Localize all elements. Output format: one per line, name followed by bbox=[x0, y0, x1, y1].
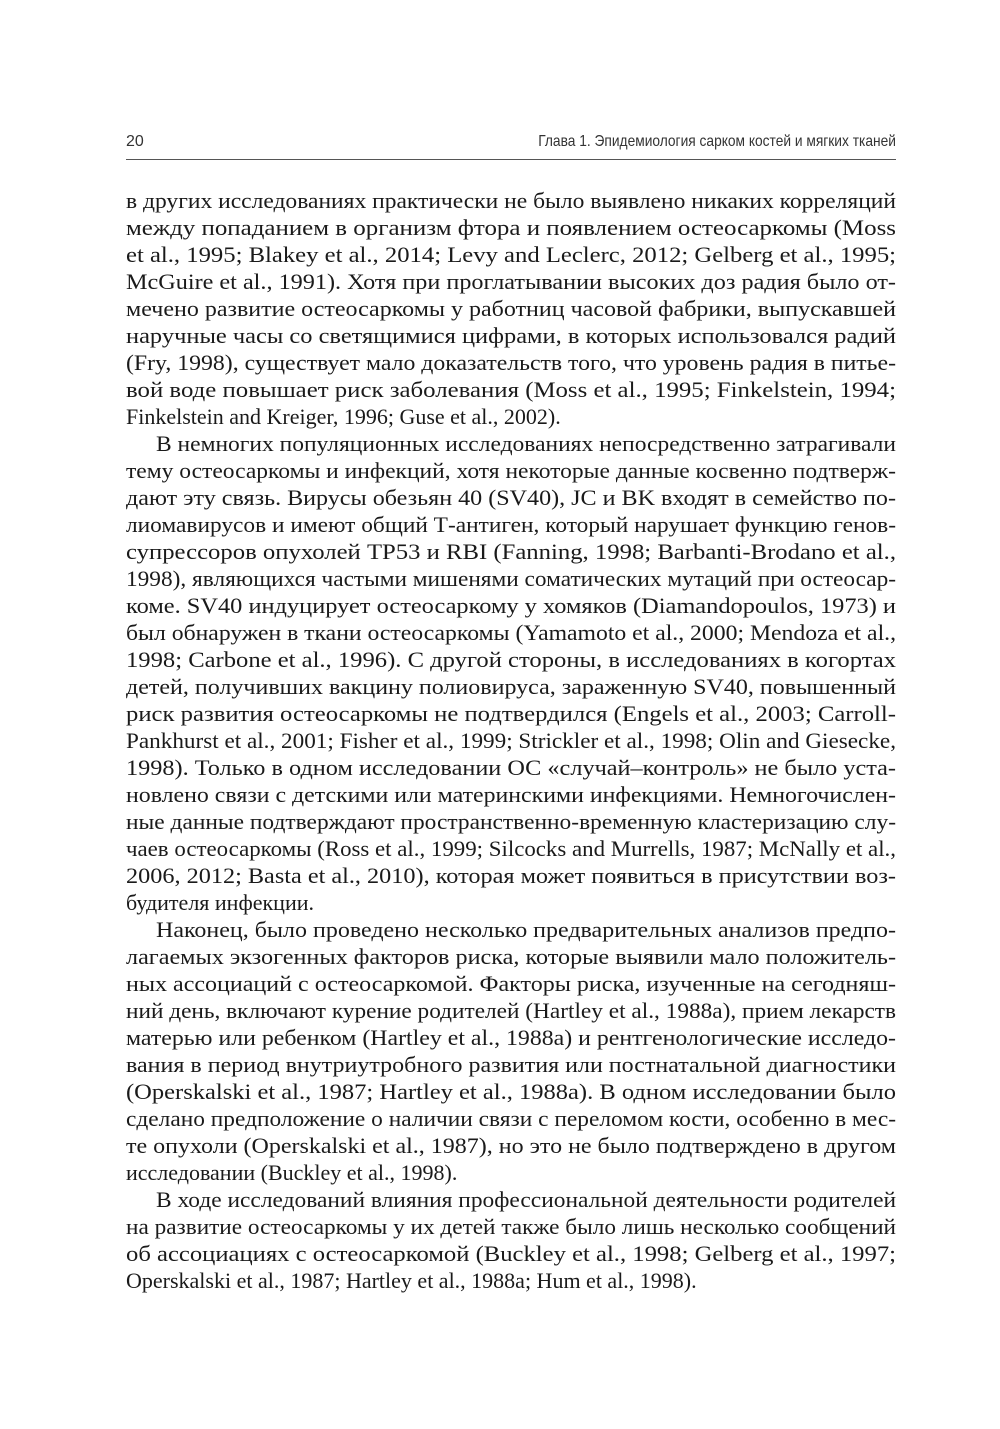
text-line-content: et al., 1995; Blakey et al., 2014; Levy and Leclerc, 2012; Gelberg et al., 1995; bbox=[126, 242, 896, 267]
text-line bbox=[126, 970, 896, 997]
text-line-content: будителя инфекции. bbox=[126, 890, 314, 915]
text-line bbox=[126, 889, 896, 916]
text-line bbox=[126, 1024, 896, 1051]
text-line-content: лагаемых экзогенных факторов риска, которые выявили мало положитель- bbox=[126, 944, 896, 969]
text-line-content: риск развития остеосаркомы не подтвердился (Engels et al., 2003; Carroll- bbox=[126, 701, 897, 726]
text-line bbox=[126, 808, 896, 835]
text-line bbox=[126, 403, 896, 430]
text-line-content: чаев остеосаркомы (Ross et al., 1999; Silcocks and Murrells, 1987; McNally et al., bbox=[126, 836, 896, 861]
text-line bbox=[126, 1213, 896, 1240]
text-line-content: лиомавирусов и имеют общий Т-антиген, который нарушает функцию генов- bbox=[126, 512, 896, 537]
text-line-content: В ходе исследований влияния профессиональной деятельности родителей bbox=[156, 1187, 896, 1212]
text-line-content: 1998). Только в одном исследовании ОС «случай–контроль» не было уста- bbox=[126, 755, 897, 780]
text-line bbox=[126, 1132, 896, 1159]
text-line-content: дают эту связь. Вирусы обезьян 40 (SV40), JC и BK входят в семейство по- bbox=[126, 485, 896, 510]
text-line-content: вой воде повышает риск заболевания (Moss et al., 1995; Finkelstein, 1994; bbox=[126, 377, 896, 402]
text-line-content: McGuire et al., 1991). Хотя при проглатывании высоких доз радия было от- bbox=[126, 269, 896, 294]
text-line-content: Operskalski et al., 1987; Hartley et al., 1988a; Hum et al., 1998). bbox=[126, 1268, 697, 1293]
text-line bbox=[126, 349, 896, 376]
text-line-content: 1998; Carbone et al., 1996). С другой стороны, в исследованиях в когортах bbox=[126, 647, 897, 672]
text-line bbox=[126, 187, 896, 214]
text-line bbox=[126, 295, 896, 322]
text-line-content: был обнаружен в ткани остеосаркомы (Yamamoto et al., 2000; Mendoza et al., bbox=[126, 620, 896, 645]
text-line bbox=[126, 862, 896, 889]
text-line-content: исследовании (Buckley et al., 1998). bbox=[126, 1160, 458, 1185]
text-line bbox=[126, 727, 896, 754]
text-line bbox=[126, 646, 896, 673]
text-line-content: В немногих популяционных исследованиях непосредственно затрагивали bbox=[156, 431, 896, 456]
text-line bbox=[126, 484, 896, 511]
text-line-content: сделано предположение о наличии связи с переломом кости, особенно в мес- bbox=[126, 1106, 896, 1131]
text-line bbox=[126, 1078, 896, 1105]
text-line-content: Наконец, было проведено несколько предварительных анализов предпо- bbox=[156, 917, 896, 942]
text-line-content: ний день, включают курение родителей (Hartley et al., 1988a), прием лекарств bbox=[126, 998, 897, 1023]
paragraph bbox=[126, 1186, 896, 1294]
text-line bbox=[126, 565, 896, 592]
text-line-content: в других исследованиях практически не было выявлено никаких корреляций bbox=[126, 188, 896, 213]
text-line bbox=[126, 430, 896, 457]
paragraph bbox=[126, 430, 896, 916]
text-line-content: (Fry, 1998), существует мало доказательств того, что уровень радия в питье- bbox=[126, 350, 896, 375]
text-line bbox=[126, 538, 896, 565]
text-line-content: об ассоциациях с остеосаркомой (Buckley et al., 1998; Gelberg et al., 1997; bbox=[126, 1241, 897, 1266]
text-line bbox=[126, 1051, 896, 1078]
text-line-content: матерью или ребенком (Hartley et al., 1988a) и рентгенологические исследо- bbox=[126, 1025, 896, 1050]
text-line bbox=[126, 214, 896, 241]
text-line-content: (Operskalski et al., 1987; Hartley et al., 1988a). В одном исследовании было bbox=[126, 1079, 896, 1104]
text-line-content: тему остеосаркомы и инфекций, хотя некоторые данные косвенно подтверж- bbox=[126, 458, 897, 483]
text-line bbox=[126, 322, 896, 349]
text-line bbox=[126, 835, 896, 862]
text-line-content: мечено развитие остеосаркомы у работниц часовой фабрики, выпускавшей bbox=[126, 296, 896, 321]
text-line-content: Finkelstein and Kreiger, 1996; Guse et al., 2002). bbox=[126, 404, 561, 429]
text-line-content: те опухоли (Operskalski et al., 1987), но это не было подтверждено в другом bbox=[126, 1133, 896, 1158]
text-line bbox=[126, 376, 896, 403]
text-line bbox=[126, 241, 896, 268]
text-line bbox=[126, 943, 896, 970]
text-line-content: детей, получивших вакцину полиовируса, зараженную SV40, повышенный bbox=[126, 674, 896, 699]
running-header bbox=[126, 131, 896, 155]
text-line-content: новлено связи с детскими или материнскими инфекциями. Немногочислен- bbox=[126, 782, 896, 807]
text-line-content: супрессоров опухолей TP53 и RBI (Fanning, 1998; Barbanti-Brodano et al., bbox=[126, 539, 896, 564]
paragraph bbox=[126, 916, 896, 1186]
text-line-content: коме. SV40 индуцирует остеосаркому у хомяков (Diamandopoulos, 1973) и bbox=[126, 593, 897, 618]
text-line bbox=[126, 781, 896, 808]
text-line bbox=[126, 619, 896, 646]
body-text bbox=[126, 187, 896, 1294]
page-number: 20 bbox=[126, 133, 144, 150]
text-line bbox=[126, 457, 896, 484]
text-line bbox=[126, 1159, 896, 1186]
text-line bbox=[126, 1240, 896, 1267]
text-line bbox=[126, 997, 896, 1024]
text-line bbox=[126, 1105, 896, 1132]
text-line-content: между попаданием в организм фтора и появлением остеосаркомы (Moss bbox=[126, 215, 896, 240]
text-line-content: на развитие остеосаркомы у их детей также было лишь несколько сообщений bbox=[126, 1214, 896, 1239]
text-line bbox=[126, 754, 896, 781]
text-line bbox=[126, 916, 896, 943]
text-line-content: 1998), являющихся частыми мишенями соматических мутаций при остеосар- bbox=[126, 566, 897, 591]
text-line bbox=[126, 511, 896, 538]
text-line-content: наручные часы со светящимися цифрами, в которых использовался радий bbox=[126, 323, 896, 348]
chapter-title: Глава 1. Эпидемиология сарком костей и мягких тканей bbox=[538, 133, 896, 150]
text-line bbox=[126, 268, 896, 295]
header-divider bbox=[126, 159, 896, 160]
text-line-content: ных ассоциаций с остеосаркомой. Факторы риска, изученные на сегодняш- bbox=[126, 971, 896, 996]
text-line bbox=[126, 1267, 896, 1294]
text-line bbox=[126, 673, 896, 700]
text-line-content: Pankhurst et al., 2001; Fisher et al., 1999; Strickler et al., 1998; Olin and Giesecke, bbox=[126, 728, 897, 753]
text-line bbox=[126, 592, 896, 619]
text-line-content: 2006, 2012; Basta et al., 2010), которая может появиться в присутствии воз- bbox=[126, 863, 896, 888]
text-line-content: ные данные подтверждают пространственно-временную кластеризацию слу- bbox=[126, 809, 896, 834]
paragraph bbox=[126, 187, 896, 430]
text-line bbox=[126, 1186, 896, 1213]
text-line-content: вания в период внутриутробного развития или постнатальной диагностики bbox=[126, 1052, 896, 1077]
text-line bbox=[126, 700, 896, 727]
